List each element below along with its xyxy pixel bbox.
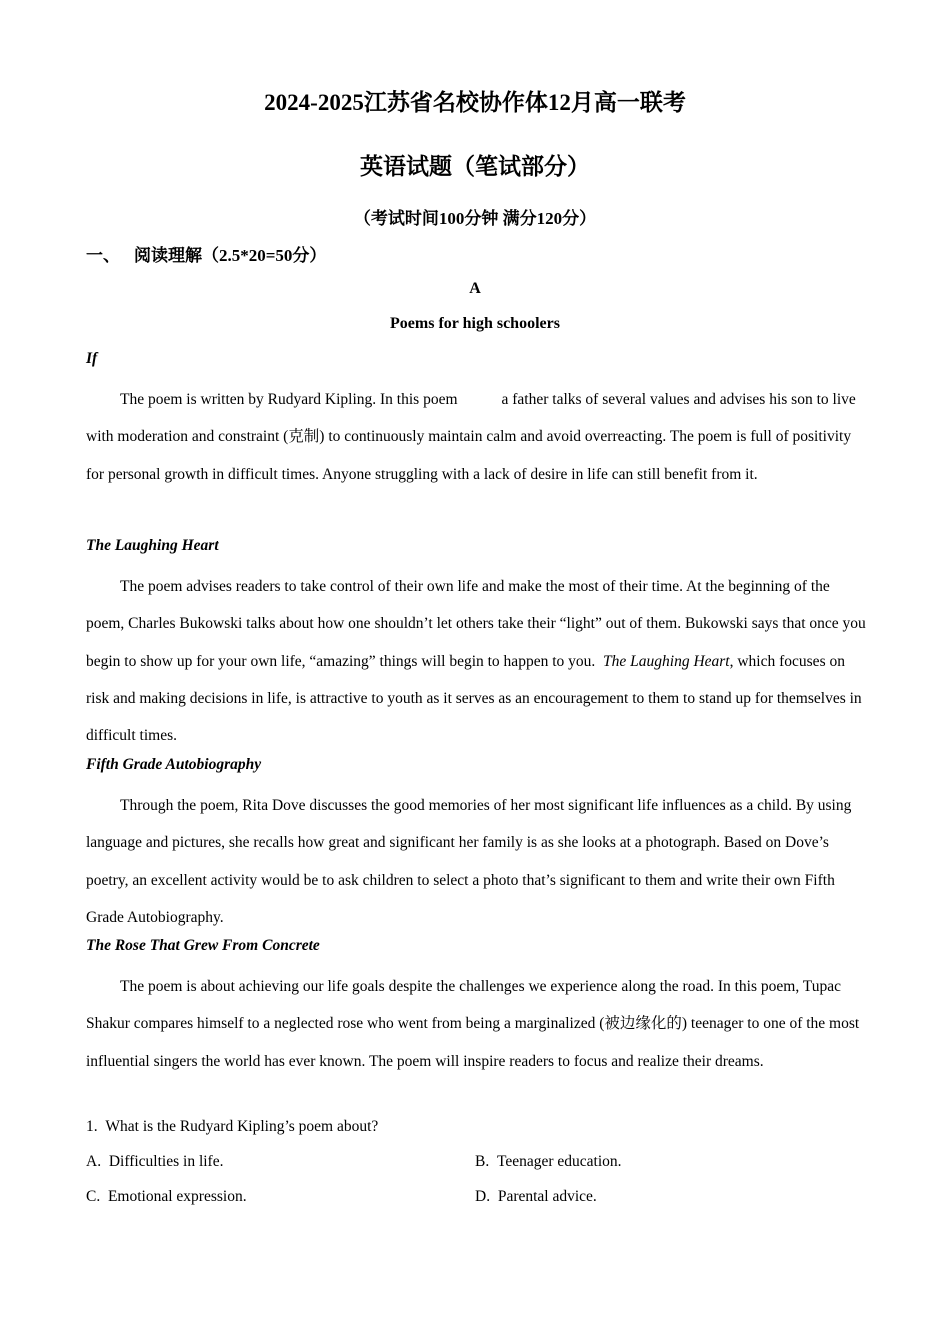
option-text: Emotional expression. (107, 1188, 247, 1205)
option-d[interactable] (475, 1185, 597, 1209)
poem-text: The poem advises readers to take control of their own life and make the most of their time. At the beginning of the poem, Charles Bukowski talks about how one shouldn’t let others take their “light” out of them. Bukowski says that once you begin to show up for your own life, “amazing” things will begin to happen to you. (86, 578, 866, 670)
option-a[interactable] (86, 1150, 223, 1174)
option-c[interactable] (86, 1185, 247, 1209)
poem-title: The Laughing Heart (86, 537, 219, 554)
section-heading (86, 241, 326, 266)
poem-text-continued: a father talks of several values and advises his son to live with moderation and constraint (克制) to continuously maintain calm and avoid overreacting. The poem is full of positivity for personal growth in difficult times. Anyone struggling with a lack of desire in life can still benefit from it. (86, 391, 856, 483)
exam-title: 2024-2025江苏省名校协作体12月高一联考 (264, 90, 686, 115)
option-text: Difficulties in life. (108, 1153, 224, 1170)
poem-title: Fifth Grade Autobiography (86, 756, 262, 773)
question-text: What is the Rudyard Kipling’s poem about? (105, 1118, 379, 1135)
option-letter: A. (86, 1153, 102, 1170)
poem-text: The poem is written by Rudyard Kipling. In this poem (120, 391, 458, 408)
option-text: Teenager education. (496, 1153, 622, 1170)
option-b[interactable] (475, 1150, 622, 1174)
passage-label: A (469, 280, 481, 297)
options-row (86, 1150, 866, 1185)
section-title: 阅读理解（2.5*20=50分） (134, 246, 327, 265)
options-row (86, 1185, 866, 1220)
question-number: 1. (86, 1118, 98, 1135)
option-text: Parental advice. (497, 1188, 597, 1205)
poem-title: The Rose That Grew From Concrete (86, 937, 320, 954)
poem-description (86, 568, 866, 753)
exam-subtitle: 英语试题（笔试部分） (360, 154, 590, 179)
section-number: 一、 (86, 246, 120, 265)
option-letter: C. (86, 1188, 101, 1205)
question-stem (86, 1115, 866, 1150)
poem-title: If (86, 350, 98, 367)
exam-info: （考试时间100分钟 满分120分） (353, 209, 597, 228)
option-letter: D. (475, 1188, 491, 1205)
option-letter: B. (475, 1153, 490, 1170)
poem-description: The poem is about achieving our life goals despite the challenges we experience along the road. In this poem, Tupac Shakur compares himself to a neglected rose who went from being a marginalized (被边缘化的) teenager to one of the most influential singers the world has ever known. The poem will inspire readers to focus and realize their dreams. (86, 978, 860, 1070)
passage-title: Poems for high schoolers (390, 315, 560, 332)
poem-description: Through the poem, Rita Dove discusses the good memories of her most significant life influences as a child. By using language and pictures, she recalls how great and significant her family is as she looks at a photograph. Based on Dove’s poetry, an excellent activity would be to ask children to select a photo that’s significant to them and write their own Fifth Grade Autobiography. (86, 797, 852, 926)
passage-body (86, 347, 866, 1220)
poem-title-reference: The Laughing Heart (603, 652, 730, 670)
poem-description (86, 381, 866, 534)
poem-text-continued: , which focuses on risk and making decisions in life, is attractive to youth as it serves as an encouragement to them to stand up for themselves in difficult times. (86, 652, 862, 745)
